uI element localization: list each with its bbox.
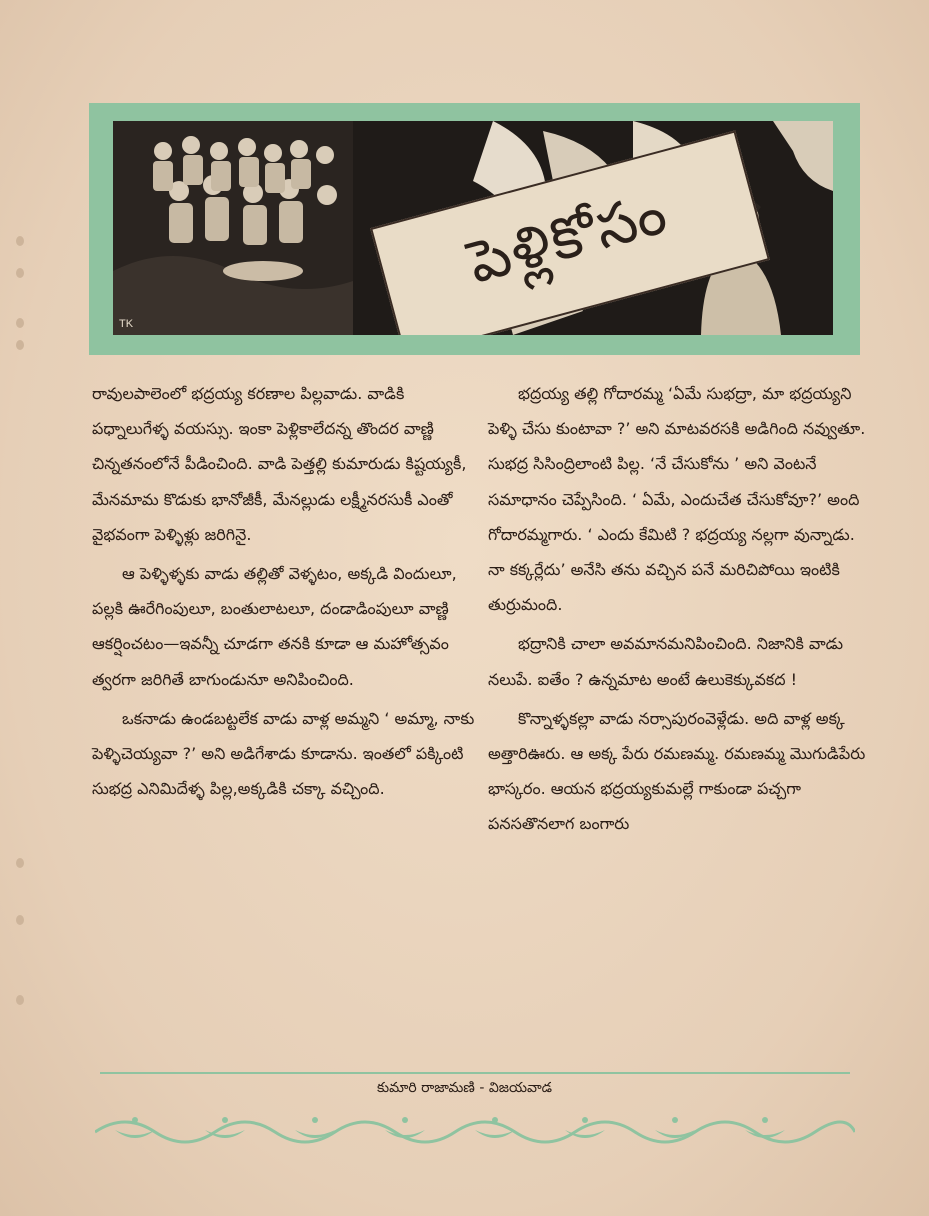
paragraph: భద్రయ్య తల్లి గోదారమ్మ ‘ఏమే సుభద్రా, మా భద్రయ్యని పెళ్ళి చేసు కుంటావా ?’ అని మాటవరసకి అడిగింది నవ్వుతూ. సుభద్ర సిసింద్రిలాంటి పిల్ల. ‘నే చేసుకోను ’ అని వెంటనే సమాధానం చెప్పేసింది. ‘ ఏమే, ఎందుచేత చేసుకోవూ?’ అంది గోదారమ్మగారు. ‘ ఎందు కేమిటి ? భద్రయ్య నల్లగా వున్నాడు. నా కక్కర్లేదు’ అనేసి తను వచ్చిన పనే మరిచిపోయి ఇంటికి తుర్రుమంది. bbox=[488, 384, 866, 615]
paragraph: ఒకనాడు ఉండబట్టలేక వాడు వాళ్ల అమ్మని ‘ అమ్మా, నాకు పెళ్ళిచెయ్యవా ?’ అని అడిగేశాడు కూడాను. ఇంతలో పక్కింటి సుభద్ర ఎనిమిదేళ్ళ పిల్ల,అక్కడికి చక్కా వచ్చింది. bbox=[92, 708, 475, 799]
story-title: పెళ్లికోసం bbox=[461, 177, 676, 296]
paragraph: భద్రానికి చాలా అవమానమనిపించింది. నిజానికి వాడు నలుపే. ఐతేం ? ఉన్నమాట అంటే ఉలుకెక్కువకద ! bbox=[488, 634, 844, 689]
lamp-border-ornament bbox=[95, 1106, 855, 1146]
left-column bbox=[92, 376, 480, 810]
title-banner bbox=[89, 103, 860, 355]
author-byline: కుమారి రాజామణి - విజయవాడ bbox=[376, 1080, 553, 1096]
artist-mark: TK bbox=[119, 318, 134, 330]
paragraph: ఆ పెళ్ళిళ్ళకు వాడు తల్లితో వెళ్ళటం, అక్కడి విందులూ, పల్లకి ఊరేగింపులూ, బంతులాటలూ, దండాడింపులూ వాణ్ణి ఆకర్షించటం—ఇవన్నీ చూడగా తనకి కూడా ఆ మహోత్సవం త్వరగా జరిగితే బాగుండునూ అనిపించింది. bbox=[92, 564, 457, 689]
paragraph: రావులపాలెంలో భద్రయ్య కరణాల పిల్లవాడు. వాడికి పధ్నాలుగేళ్ళ వయస్సు. ఇంకా పెళ్లికాలేదన్న తొందర వాణ్ణి చిన్నతనంలోనే పీడించింది. వాడి పెత్తల్లి కుమారుడు కిష్టయ్యకీ, మేనమామ కొడుకు భానోజీకీ, మేనల్లుడు లక్ష్మీనరసుకీ ఎంతో వైభవంగా పెళ్ళిళ్లు జరిగినై. bbox=[92, 384, 467, 544]
paragraph: కొన్నాళ్ళకల్లా వాడు నర్సాపురంవెళ్లేడు. అది వాళ్ల అక్క అత్తారిఊరు. ఆ అక్క పేరు రమణమ్మ. రమణమ్మ మొగుడిపేరు భాస్కరం. ఆయన భద్రయ్యకుమల్లే గాకుండా పచ్చగా పనసతొనలాగ బంగారు bbox=[488, 708, 866, 834]
footer-rule bbox=[100, 1072, 850, 1074]
right-column bbox=[488, 376, 876, 846]
banner-illustration bbox=[113, 121, 833, 335]
